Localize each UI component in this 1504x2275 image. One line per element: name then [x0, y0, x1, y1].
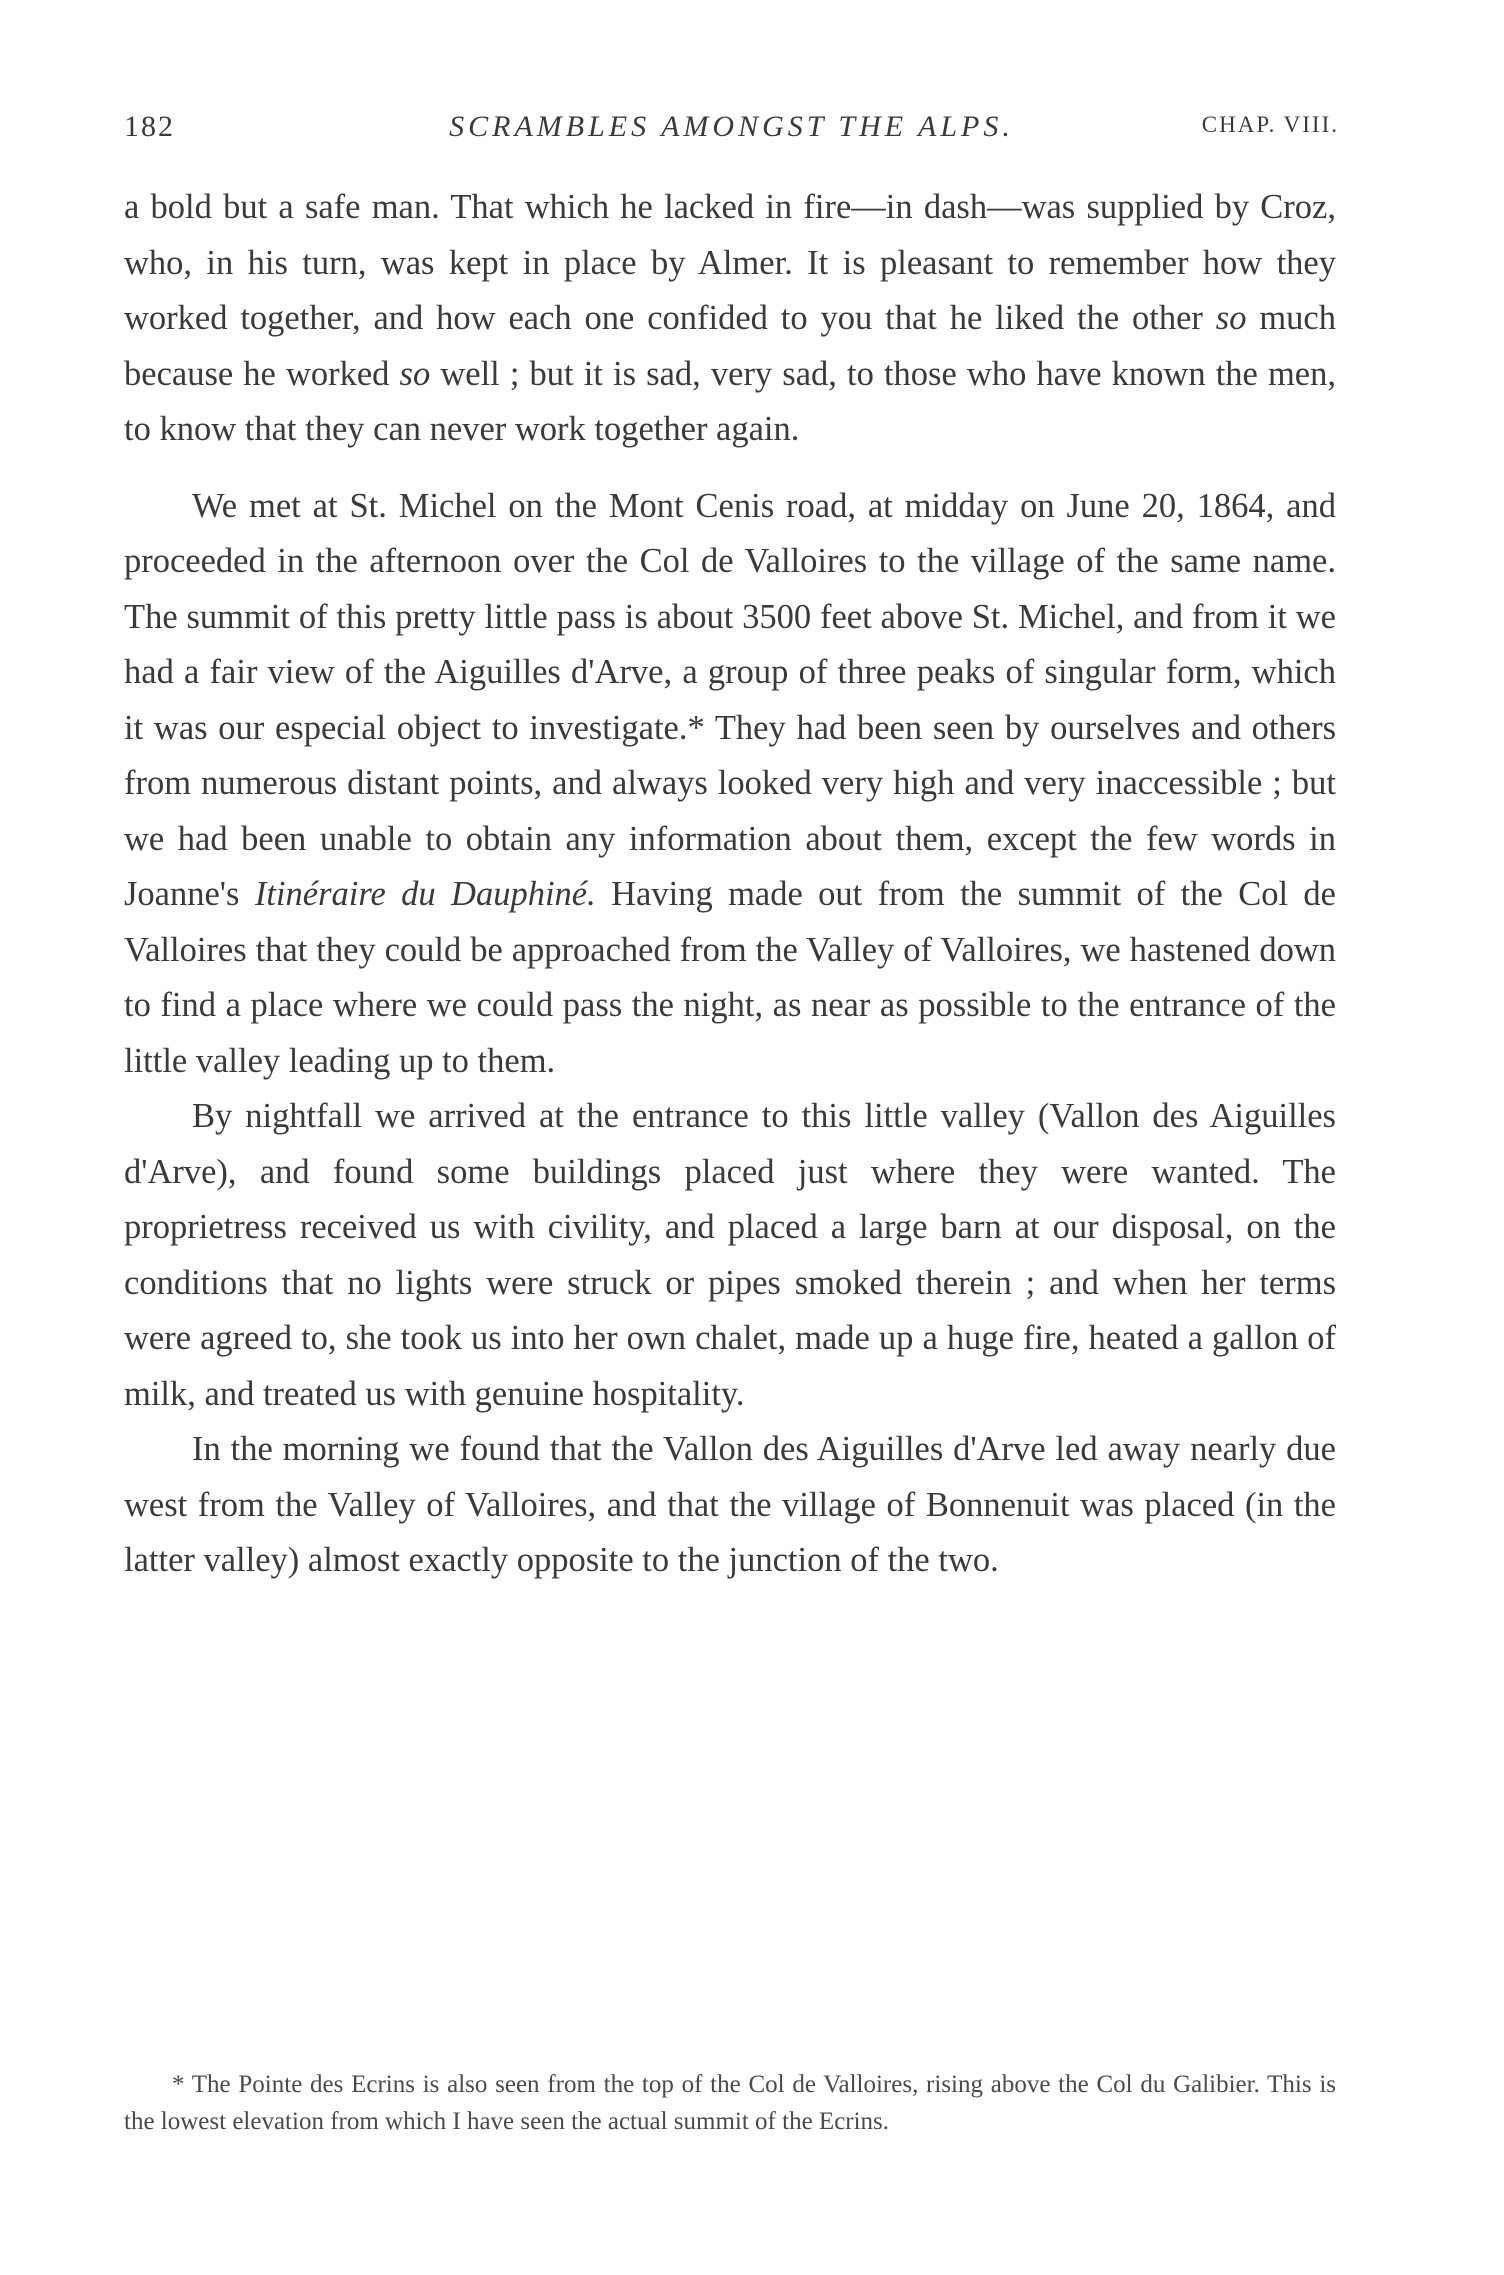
italic-text: so: [1215, 299, 1247, 337]
footnote-text: * The Pointe des Ecrins is also seen from the top of the Col de Valloires, rising above the Col du Galibier. This is the lowest elevation from which I have seen the actual summit of the Ecrins.: [124, 2071, 1336, 2135]
text-run: well ; but it is sad, very sad, to those who have known the men, to know that they can never work together again.: [124, 354, 1336, 448]
italic-text: Itinéraire du Dauphiné.: [254, 875, 596, 913]
text-run: In the morning we found that the Vallon des Aiguilles d'Arve led away nearly due west from the Valley of Valloires, and that the village of Bonnenuit was placed (in the latter valley) almost exactly opposite to the junction of the two.: [124, 1430, 1336, 1579]
footnote: [124, 2066, 1336, 2140]
paragraph-by-nightfall: [124, 1089, 1336, 1422]
italic-text: so: [399, 354, 431, 393]
running-head: [124, 110, 1339, 150]
text-run: We met at St. Michel on the Mont Cenis road, at midday on June 20, 1864, and proceeded in the afternoon over the Col de Valloires to the village of the same name. The summit of this pretty little pass is about 3500 feet above St. Michel, and from it we had a fair view of the Aiguilles d'Arve, a group of three peaks of singular form, which it was our especial object to investigate.* They had been seen by ourselves and others from numerous distant points, and always looked very high and very inaccessible ; but we had been unable to obtain any information about them, except the few words in Joanne's: [124, 486, 1336, 913]
book-title: SCRAMBLES AMONGST THE ALPS.: [449, 110, 1014, 143]
body-text: [124, 180, 1336, 1589]
paragraph-we-met: [124, 479, 1336, 1090]
page-number: 182: [124, 110, 175, 143]
text-run: Having made out from the summit of the Col de Valloires that they could be approached from the Valley of Valloires, we hastened down to find a place where we could pass the night, as near as possible to the entrance of the little valley leading up to them.: [124, 875, 1336, 1080]
paragraph-continuation: [124, 180, 1336, 458]
text-run: much because he worked: [124, 299, 1336, 393]
chapter-label: CHAP. VIII.: [1201, 112, 1339, 137]
paragraph-in-the-morning: [124, 1422, 1336, 1589]
text-run: a bold but a safe man. That which he lacked in fire—in dash—was supplied by Croz, who, in his turn, was kept in place by Almer. It is pleasant to remember how they worked together, and how each one confided to you that he liked the other: [124, 188, 1336, 337]
text-run: By nightfall we arrived at the entrance to this little valley (Vallon des Aiguilles d'Arve), and found some buildings placed just where they were wanted. The proprietress received us with civility, and placed a large barn at our disposal, on the conditions that no lights were struck or pipes smoked therein ; and when her terms were agreed to, she took us into her own chalet, made up a huge fire, heated a gallon of milk, and treated us with genuine hospitality.: [124, 1097, 1336, 1413]
